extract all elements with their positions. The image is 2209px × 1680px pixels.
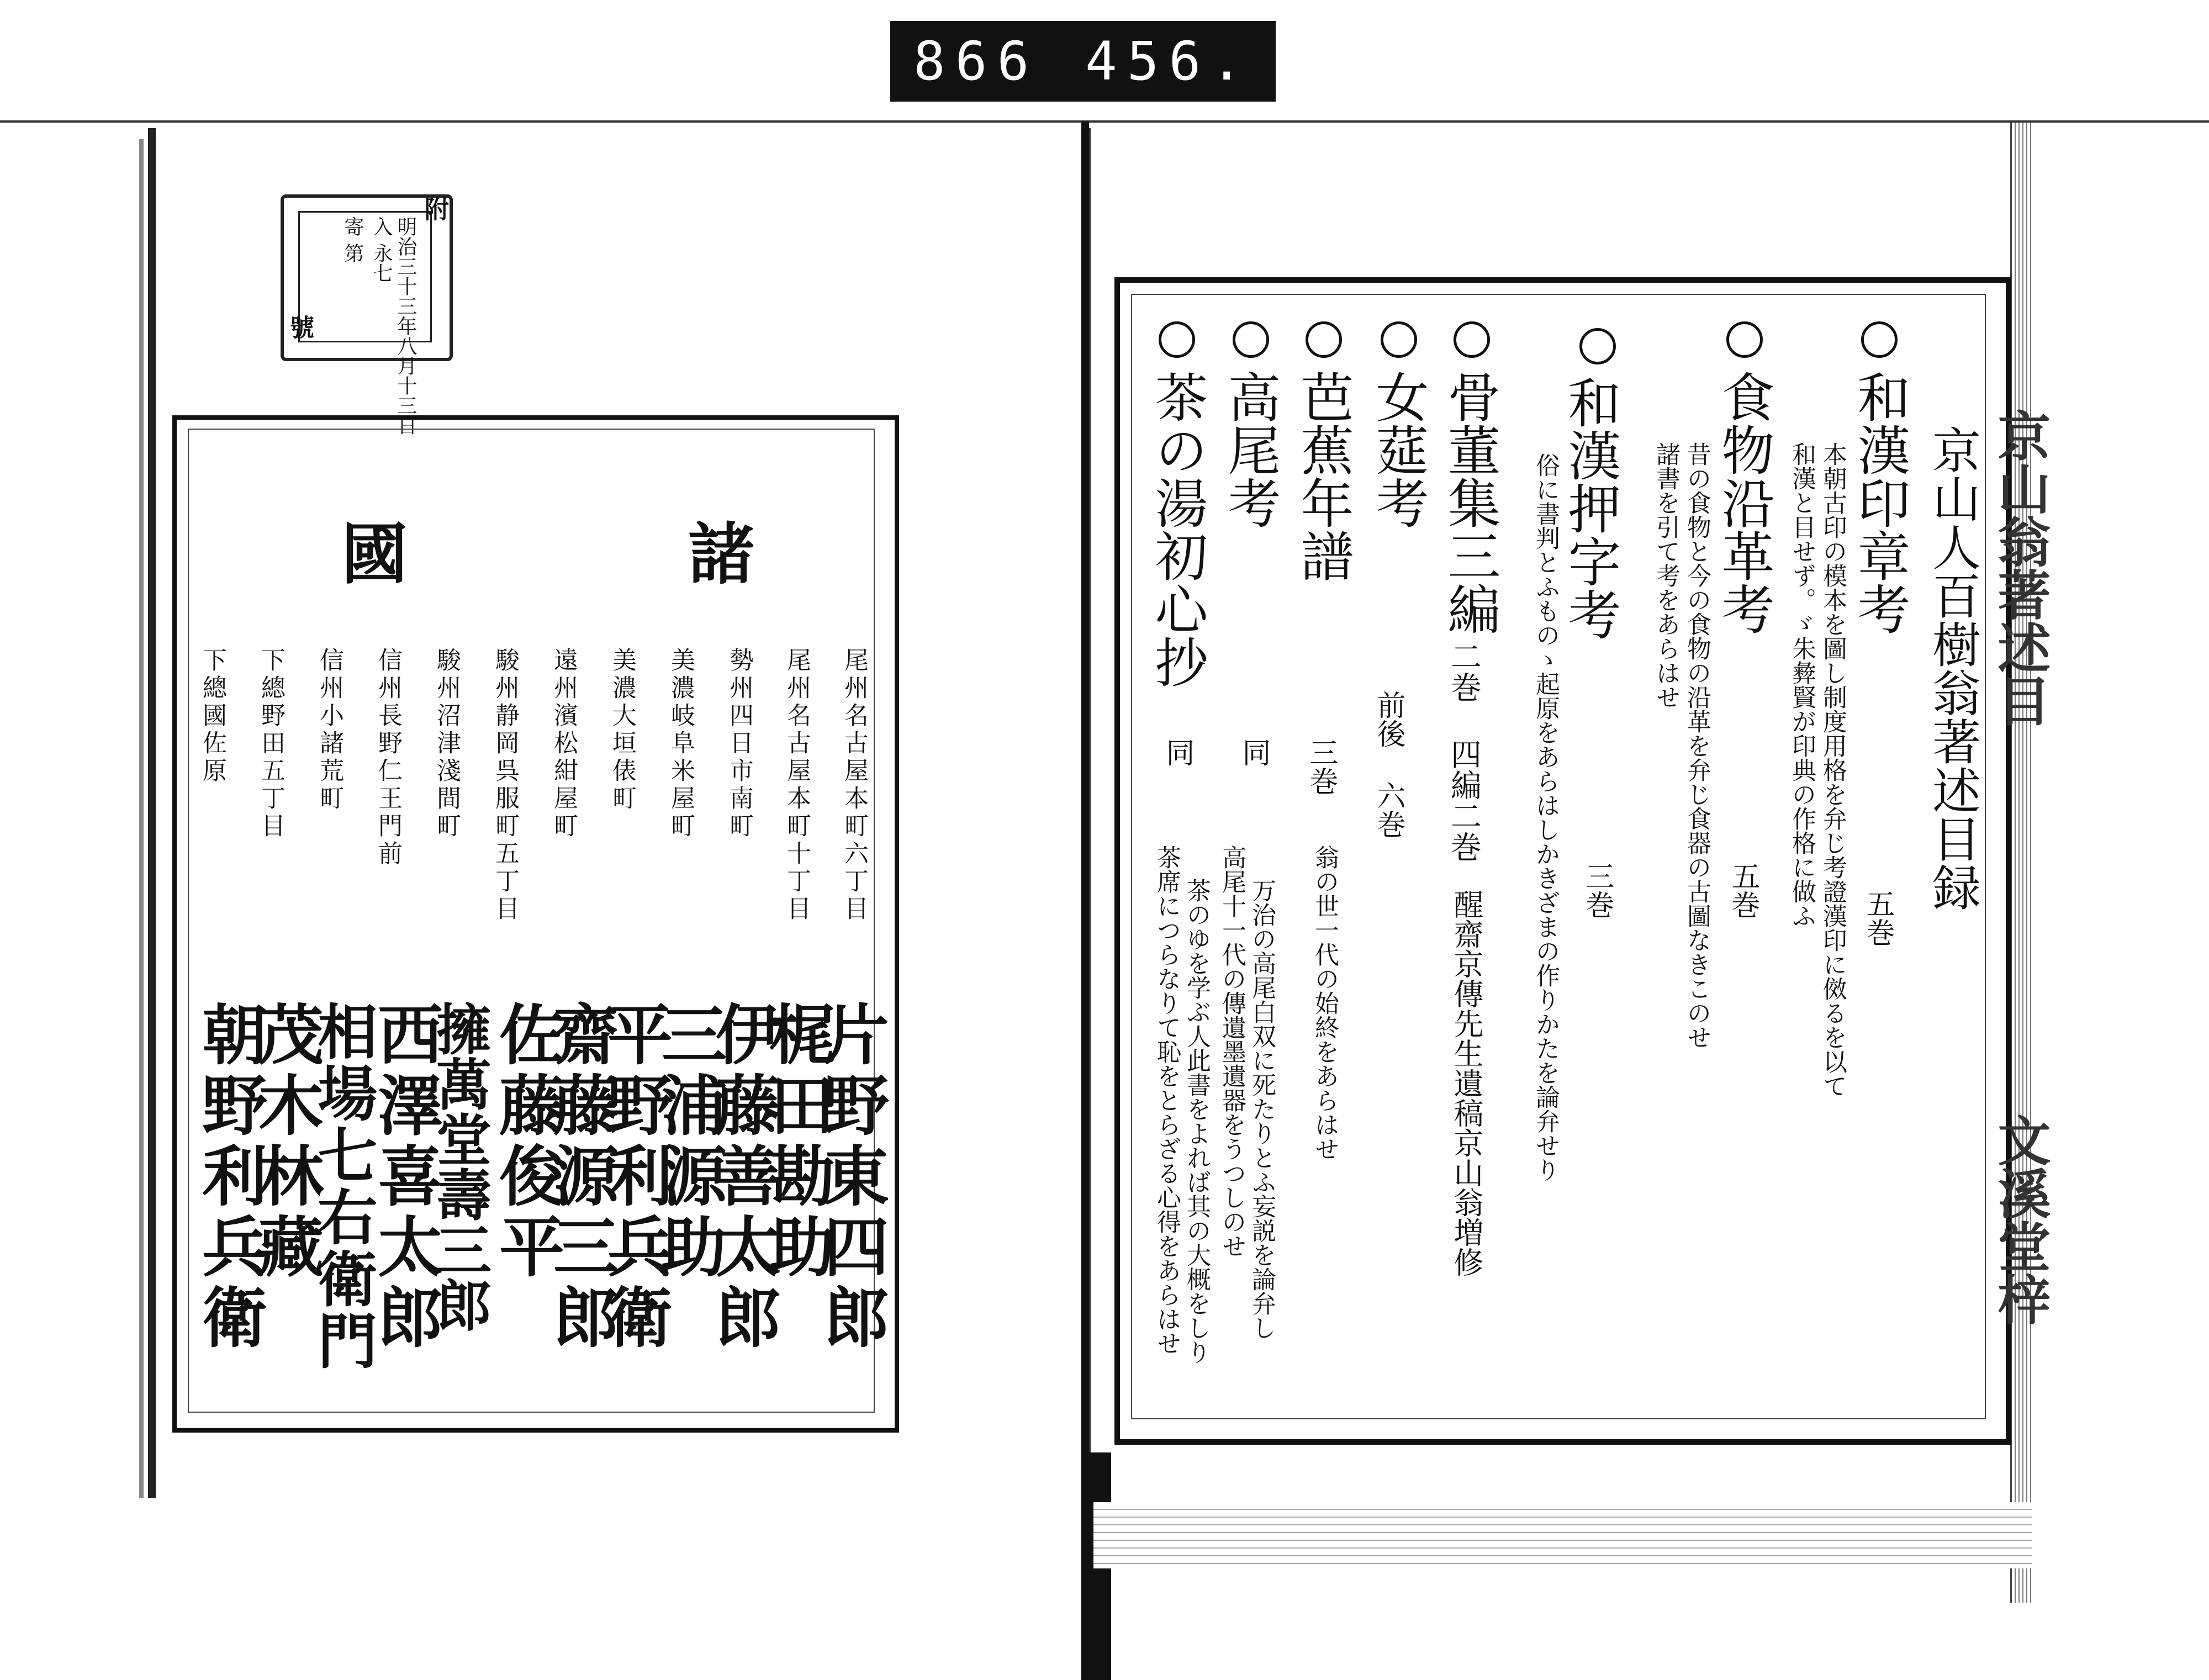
- distributor-name: 朝野利兵衛: [191, 1001, 268, 1354]
- entry-title: 骨董集三編: [1439, 370, 1501, 635]
- entry-title: 和漢印章考: [1849, 370, 1911, 635]
- entry-volumes: 前後 六巻: [1372, 690, 1405, 838]
- distributor-name: 三浦源助: [651, 1001, 727, 1283]
- stamp-line-3: 入: [370, 216, 393, 236]
- entry-description: 醒齋京傳先生遺稿京山翁増修: [1449, 889, 1484, 1277]
- distributor-address: 信州長野仁王門前: [374, 647, 402, 868]
- entry-circle-mark: [1306, 321, 1342, 358]
- entry-circle-mark: [1381, 321, 1417, 358]
- distributor-address: 勢州四日市南町: [725, 647, 753, 841]
- distributor-address: 美濃岐阜米屋町: [667, 647, 695, 841]
- entry-description: 諸書を引て考をあらはせ: [1652, 442, 1680, 709]
- distributor-address: 駿州静岡呉服町五丁目: [491, 647, 519, 923]
- entry-title: 茶の湯初心抄: [1146, 370, 1208, 688]
- distributor-address: 信州小諸荒町: [315, 647, 343, 813]
- distributor-name: 片野東四郎: [813, 1001, 890, 1354]
- distributor-address: 美濃大垣俵町: [608, 647, 636, 813]
- entry-description: 本朝古印の模本を圖し制度用格を弁じ考證漢印に傚るを以て: [1819, 442, 1847, 1098]
- entry-circle-mark: [1726, 321, 1763, 358]
- distributor-address: 遠州濱松紺屋町: [549, 647, 578, 841]
- entry-volumes: 五巻: [1861, 889, 1894, 947]
- left-page-edge: [139, 139, 144, 1498]
- entry-volumes: 二巻 四編二巻: [1446, 641, 1482, 862]
- entry-circle-mark: [1579, 328, 1616, 364]
- distributor-name: 佐藤俊平: [488, 1001, 565, 1283]
- distributor-address: 尾州名古屋本町六丁目: [840, 647, 868, 923]
- entry-description: 茶のゆを学ぶ人此書をよれば其の大概をしり: [1182, 878, 1211, 1364]
- entry-description: 和漢と目せず。ゞ朱彜賢が印典の作格に做ふ: [1788, 442, 1816, 928]
- entry-circle-mark: [1233, 321, 1269, 358]
- entry-title: 芭蕉年譜: [1292, 370, 1354, 582]
- entry-volumes: 同: [1237, 738, 1270, 767]
- entry-title: 高尾考: [1219, 370, 1281, 529]
- distributor-title-char-2: 國: [341, 515, 408, 593]
- entry-description: 昔の食物と今の食物の沿革を弁じ食器の古圖なきこのせ: [1683, 442, 1711, 1049]
- spine-publisher: 文溪堂梓: [1989, 1113, 2052, 1325]
- stamp-line-7: 號: [286, 315, 314, 339]
- entry-title: 食物沿革考: [1713, 370, 1775, 635]
- entry-title: 和漢押字考: [1560, 376, 1621, 641]
- distributor-address: 駿州沼津淺間町: [432, 647, 461, 841]
- distributor-name: 西澤喜太郎: [367, 1001, 443, 1354]
- distributor-address: 下總國佐原: [198, 647, 226, 785]
- entry-description: 翁の世一代の始終をあらはせ: [1310, 845, 1339, 1161]
- entry-volumes: 同: [1161, 738, 1194, 767]
- stamp-line-1: 附: [420, 197, 448, 221]
- distributor-name: 擁萬堂壽三郎: [427, 1001, 492, 1332]
- entry-description: 高尾十一代の傳遺墨遺器をうつしのせ: [1218, 845, 1246, 1258]
- entry-description: 茶席につらなりて恥をとらざる心得をあらはせ: [1153, 845, 1181, 1355]
- scan-top-rule: [0, 120, 2209, 123]
- stamp-line-4: 永七: [370, 243, 393, 283]
- entry-volumes: 三巻: [1304, 738, 1338, 795]
- entry-circle-mark: [1159, 321, 1195, 358]
- entry-circle-mark: [1861, 321, 1898, 358]
- stamp-line-6: 第: [341, 243, 364, 263]
- distributor-address: 下總野田五丁目: [257, 647, 285, 841]
- book-gutter: [1081, 121, 1089, 1680]
- page-stack-bottom: [1093, 1502, 2032, 1568]
- entry-volumes: 三巻: [1581, 862, 1614, 919]
- archive-number-second: 456.: [1085, 30, 1253, 92]
- archive-number-label: [890, 21, 1276, 102]
- entry-description: 俗に書判とふものゝ起原をあらはしかきざまの作りかたを論弁せり: [1531, 453, 1560, 1182]
- entry-title: 女莚考: [1367, 370, 1429, 529]
- distributor-address: 尾州名古屋本町十丁目: [783, 647, 811, 923]
- entry-volumes: 五巻: [1726, 862, 1759, 919]
- distributor-name: 相場七右衛門: [308, 1001, 377, 1372]
- archive-number-first: 866: [913, 30, 1039, 92]
- stamp-line-5: 寄: [341, 216, 364, 236]
- distributor-title-char-1: 諸: [688, 515, 754, 593]
- distributor-name: 齋藤源三郎: [542, 1001, 619, 1354]
- spine-title: 京山翁著述目: [1989, 409, 2052, 727]
- distributor-name: 伊藤善太郎: [705, 1001, 781, 1354]
- right-page-edge: [2010, 123, 2034, 1603]
- distributor-name: 茂木林藏: [247, 1001, 324, 1283]
- stamp-line-2: 明治三十三年八月十三日: [394, 216, 417, 435]
- entry-circle-mark: [1454, 321, 1490, 358]
- distributor-name: 平野利兵衛: [596, 1001, 673, 1354]
- catalogue-heading: 京山人百樹翁著述目録: [1925, 425, 1981, 911]
- distributor-name: 梶田勘助: [759, 1001, 836, 1283]
- entry-description: 万治の高尾白双に死たりとふ妄説を論弁し: [1248, 878, 1276, 1340]
